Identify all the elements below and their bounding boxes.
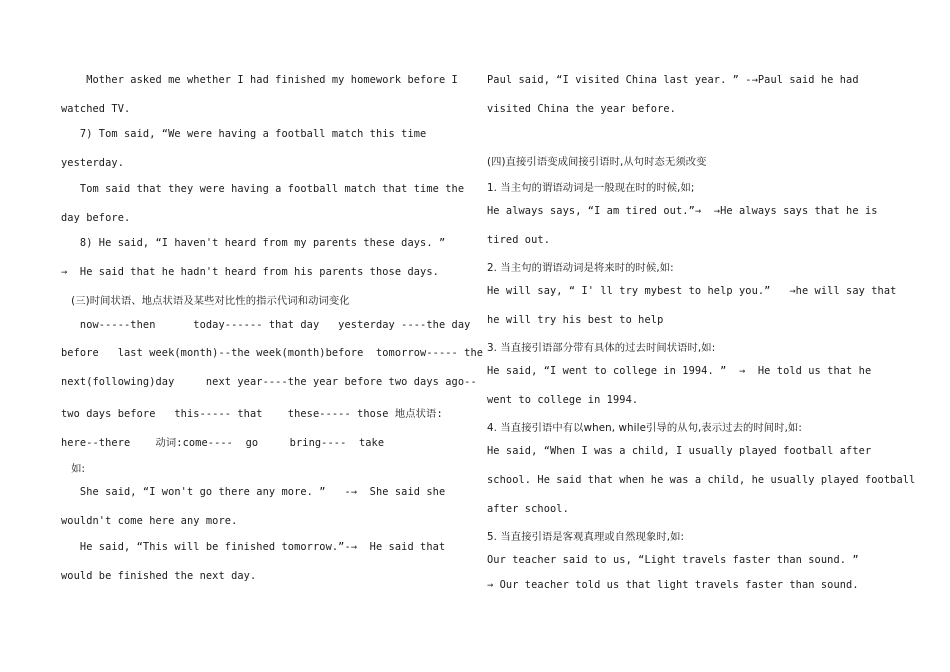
text-line: Our teacher said to us, “Light travels faster than sound. ” [487, 554, 859, 566]
numbered-item: 2. 当主句的谓语动词是将来时的时候,如: [487, 262, 674, 274]
text-line: school. He said that when he was a child, he usually played football [487, 474, 916, 486]
text-line: Mother asked me whether I had finished my homework before I [61, 74, 458, 86]
text-line: → Our teacher told us that light travels faster than sound. [487, 579, 859, 591]
text-line: now-----then today------ that day yesterday ----the day [61, 319, 471, 331]
text-line: He always says, “I am tired out.”→ →He always says that he is [487, 205, 878, 217]
section-heading: (四)直接引语变成间接引语时,从句时态无须改变 [487, 156, 707, 168]
text-line: watched TV. [61, 103, 131, 115]
text-line: next(following)day next year----the year before two days ago-- [61, 376, 477, 388]
text-line: day before. [61, 212, 131, 224]
text-line: visited China the year before. [487, 103, 676, 115]
text-line: here--there 动词:come---- go bring---- take [61, 437, 385, 449]
text-line: He said, “When I was a child, I usually played football after [487, 445, 872, 457]
text-line: two days before this----- that these----- those 地点状语: [61, 408, 443, 420]
text-line: He said, “I went to college in 1994. ” → He told us that he [487, 365, 872, 377]
numbered-item: 4. 当直接引语中有以when, while引导的从句,表示过去的时间时,如: [487, 422, 802, 434]
text-line: 8) He said, “I haven't heard from my parents these days. ” [61, 237, 446, 249]
text-line: yesterday. [61, 157, 124, 169]
text-line: Tom said that they were having a football match that time the [61, 183, 465, 195]
text-line: after school. [487, 503, 569, 515]
text-line: he will try his best to help [487, 314, 664, 326]
text-line: He will say, “ I' ll try mybest to help you.” →he will say that [487, 285, 897, 297]
right-column [487, 70, 916, 591]
text-line: She said, “I won't go there any more. ” -→ She said she [61, 486, 446, 498]
numbered-item: 3. 当直接引语部分带有具体的过去时间状语时,如: [487, 342, 716, 354]
text-line: went to college in 1994. [487, 394, 639, 406]
text-line: Paul said, “I visited China last year. ” -→Paul said he had [487, 74, 859, 86]
text-line: tired out. [487, 234, 550, 246]
numbered-item: 5. 当直接引语是客观真理或自然现象时,如: [487, 531, 685, 543]
text-line: wouldn't come here any more. [61, 515, 238, 527]
text-line: before last week(month)--the week(month)before tomorrow----- the [61, 347, 484, 359]
text-line: → He said that he hadn't heard from his parents those days. [61, 266, 439, 278]
text-line: He said, “This will be finished tomorrow.”-→ He said that [61, 541, 446, 553]
numbered-item: 1. 当主句的谓语动词是一般现在时的时候,如; [487, 182, 695, 194]
text-line: would be finished the next day. [61, 570, 257, 582]
text-line: 7) Tom said, “We were having a football match this time [61, 128, 427, 140]
text-line: 如: [61, 463, 86, 475]
left-column [61, 70, 484, 582]
section-heading: (三)时间状语、地点状语及某些对比性的指示代词和动词变化 [61, 295, 350, 307]
